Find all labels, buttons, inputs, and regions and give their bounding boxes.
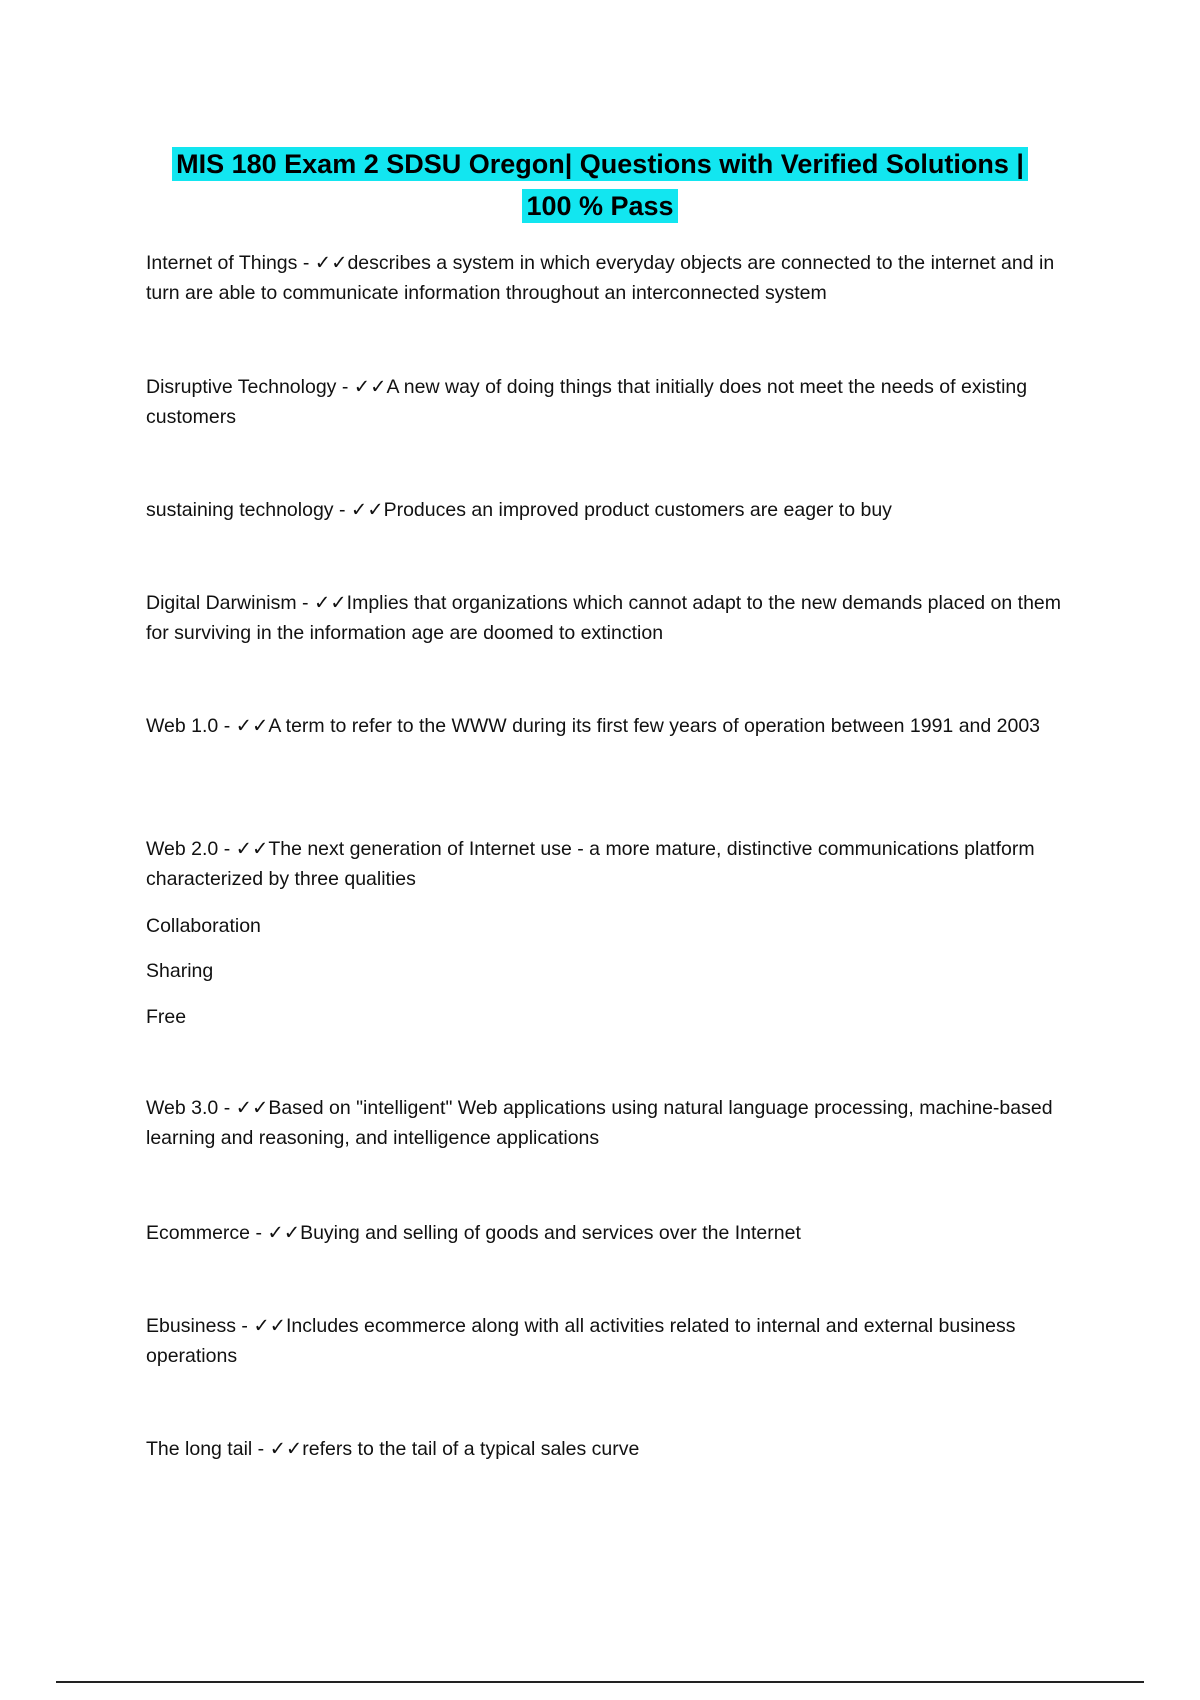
list-item-collaboration: Collaboration <box>146 915 261 937</box>
entry-term: Web 1.0 <box>146 715 219 737</box>
entry-term: The long tail <box>146 1438 253 1460</box>
double-check-icon: ✓✓ <box>269 1438 303 1460</box>
entry-definition: Produces an improved product customers are eager to buy <box>383 499 892 521</box>
entry-internet-of-things <box>146 248 1076 308</box>
entry-definition: Based on "intelligent" Web applications using natural language processing, machine-based learning and reasoning, and intelligence applications <box>146 1097 1053 1149</box>
entry-definition: Buying and selling of goods and services over the Internet <box>300 1222 801 1244</box>
entry-definition: Implies that organizations which cannot adapt to the new demands placed on them for surviving in the information age are doomed to extinction <box>146 592 1062 644</box>
double-check-icon: ✓✓ <box>253 1315 286 1337</box>
entry-term: Web 3.0 <box>146 1097 219 1119</box>
entry-web-3-0 <box>146 1093 1076 1153</box>
double-check-icon: ✓✓ <box>314 252 348 274</box>
entry-definition: A term to refer to the WWW during its first few years of operation between 1991 and 2003 <box>268 715 1041 737</box>
entry-separator: - <box>297 252 315 274</box>
title-line-2: 100 % Pass <box>522 189 677 223</box>
page-bottom-rule <box>56 1681 1144 1683</box>
entry-separator: - <box>252 1438 270 1460</box>
entry-definition: describes a system in which everyday objects are connected to the internet and in turn are able to communicate information throughout an interconnected system <box>146 252 1055 304</box>
entry-ecommerce <box>146 1218 1076 1248</box>
entry-definition: The next generation of Internet use - a more mature, distinctive communications platform characterized by three qualities <box>146 838 1035 890</box>
double-check-icon: ✓✓ <box>313 592 347 614</box>
title-line-1: MIS 180 Exam 2 SDSU Oregon| Questions with Verified Solutions | <box>172 147 1028 181</box>
entry-term: Ebusiness <box>146 1315 236 1337</box>
list-item-sharing: Sharing <box>146 960 214 982</box>
double-check-icon: ✓✓ <box>267 1222 301 1244</box>
double-check-icon: ✓✓ <box>235 715 269 737</box>
entry-sustaining-technology <box>146 495 1076 525</box>
entry-separator: - <box>235 1315 254 1337</box>
list-item-free: Free <box>146 1006 187 1028</box>
entry-definition: A new way of doing things that initially does not meet the needs of existing customers <box>146 376 1028 428</box>
double-check-icon: ✓✓ <box>235 1097 269 1119</box>
entry-separator: - <box>336 376 354 398</box>
entry-term: Web 2.0 <box>146 838 219 860</box>
double-check-icon: ✓✓ <box>350 499 384 521</box>
entry-separator: - <box>333 499 351 521</box>
entry-term: Digital Darwinism <box>146 592 297 614</box>
entry-long-tail <box>146 1434 1076 1464</box>
entry-separator: - <box>250 1222 268 1244</box>
entry-separator: - <box>218 1097 236 1119</box>
entry-web-1-0 <box>146 711 1076 741</box>
entry-digital-darwinism <box>146 588 1076 648</box>
double-check-icon: ✓✓ <box>235 838 269 860</box>
entry-term: Disruptive Technology <box>146 376 337 398</box>
entry-disruptive-technology <box>146 372 1076 432</box>
entry-separator: - <box>218 838 236 860</box>
entry-term: Ecommerce <box>146 1222 251 1244</box>
entry-separator: - <box>218 715 236 737</box>
double-check-icon: ✓✓ <box>353 376 387 398</box>
entry-term: sustaining technology <box>146 499 334 521</box>
entry-definition: Includes ecommerce along with all activities related to internal and external business operations <box>146 1315 1016 1367</box>
entry-separator: - <box>296 592 314 614</box>
entry-term: Internet of Things <box>146 252 298 274</box>
entry-ebusiness <box>146 1311 1076 1371</box>
entry-web-2-0 <box>146 834 1076 894</box>
entry-definition: refers to the tail of a typical sales curve <box>302 1438 640 1460</box>
document-title <box>100 143 1100 227</box>
